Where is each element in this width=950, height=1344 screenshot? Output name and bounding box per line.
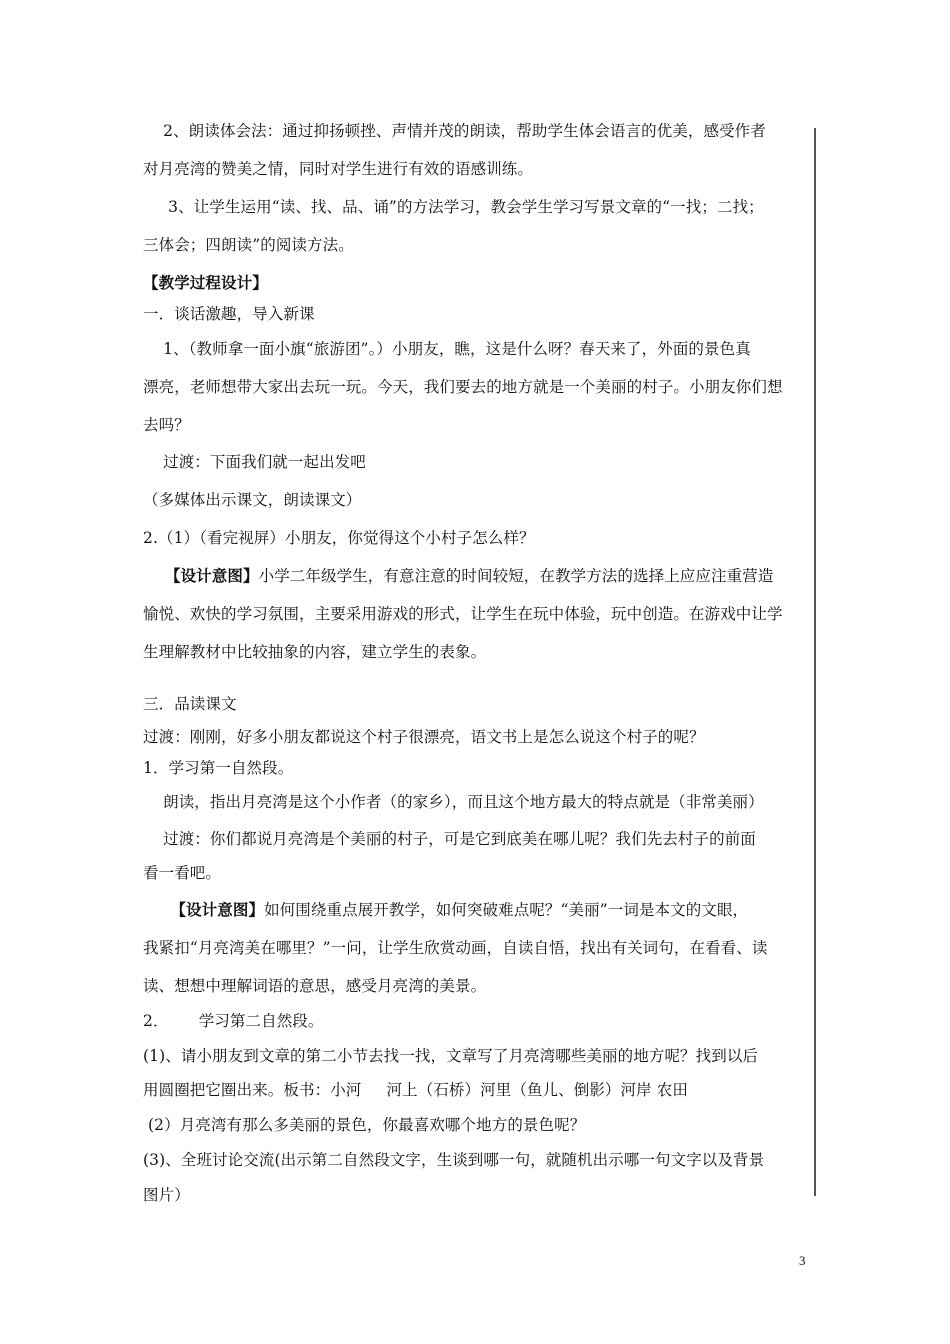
- design-intent-marker: 【设计意图】: [143, 566, 259, 585]
- paragraph-line: [143, 1115, 585, 1135]
- paragraph-line: [143, 938, 767, 958]
- design-intent-paragraph-line: [143, 900, 748, 920]
- paragraph-line: [143, 642, 486, 662]
- line-text: 1．学习第一自然段。: [143, 759, 294, 777]
- paragraph-line: [143, 1046, 758, 1066]
- line-text: (3)、全班讨论交流(出示第二自然段文字，生谈到哪一句，就随机出示哪一句文字以及背景: [143, 1151, 765, 1169]
- paragraph-line: [143, 528, 535, 548]
- line-text: 【教学过程设计】: [143, 273, 268, 292]
- line-text: 去吗？: [143, 416, 190, 434]
- paragraph-line: [143, 121, 766, 141]
- line-text: 2、朗读体会法：通过抑扬顿挫、声情并茂的朗读，帮助学生体会语言的优美，感受作者: [143, 122, 766, 140]
- table-right-border: [814, 128, 816, 1196]
- paragraph-line: [143, 1185, 190, 1205]
- line-text: 三．品读课文: [143, 695, 237, 713]
- paragraph-line: [143, 758, 293, 778]
- line-text: 过渡：刚刚，好多小朋友都说这个村子很漂亮，语文书上是怎么说这个村子的呢？: [143, 728, 705, 746]
- paragraph-line: [143, 159, 533, 179]
- line-text: 用圆圈把它圈出来。板书：小河 河上（石桥）河里（鱼儿、倒影）河岸 农田: [143, 1081, 688, 1099]
- line-text: 2． 学习第二自然段。: [143, 1012, 324, 1030]
- paragraph-line: [143, 490, 361, 510]
- line-text: 一．谈话激趣，导入新课: [143, 305, 315, 323]
- paragraph-line: [143, 604, 783, 624]
- design-intent-marker: 【设计意图】: [143, 900, 265, 919]
- line-text: 3、让学生运用“读、找、品、诵”的方法学习，教会学生学习写景文章的“一找；二找；: [143, 198, 764, 216]
- line-text: 朗读，指出月亮湾是这个小作者（的家乡），而且这个地方最大的特点就是（非常美丽）: [143, 793, 764, 811]
- page-number: 3: [799, 1253, 806, 1268]
- paragraph-line: [143, 1150, 764, 1170]
- paragraph-line: [143, 1080, 688, 1100]
- paragraph-line: [143, 235, 354, 255]
- line-text: 看一看吧。: [143, 864, 222, 882]
- paragraph-line: [143, 976, 486, 996]
- line-text: 图片）: [143, 1186, 190, 1204]
- line-text: 愉悦、欢快的学习氛围，主要采用游戏的形式，让学生在玩中体验，玩中创造。在游戏中让学: [143, 605, 783, 623]
- line-text: （多媒体出示课文，朗读课文）: [143, 491, 362, 509]
- line-text: 1、（教师拿一面小旗“旅游团”。）小朋友，瞧，这是什么呀？春天来了，外面的景色真: [143, 340, 751, 358]
- line-text: 对月亮湾的赞美之情，同时对学生进行有效的语感训练。: [143, 160, 534, 178]
- paragraph-line: [143, 694, 237, 714]
- paragraph-line: [143, 792, 764, 812]
- line-text: 读、想想中理解词语的意思，感受月亮湾的美景。: [143, 977, 487, 995]
- line-text: 漂亮，老师想带大家出去玩一玩。今天，我们要去的地方就是一个美丽的村子。小朋友你们想: [143, 378, 783, 396]
- line-text: 如何围绕重点展开教学，如何突破难点呢？“美丽”一词是本文的文眼，: [264, 901, 749, 919]
- line-text: (1)、请小朋友到文章的第二小节去找一找，文章写了月亮湾哪些美丽的地方呢？找到以后: [143, 1047, 759, 1065]
- line-text: 生理解教材中比较抽象的内容，建立学生的表象。: [143, 643, 487, 661]
- line-text: 小学二年级学生，有意注意的时间较短，在教学方法的选择上应应注重营造: [258, 567, 774, 585]
- paragraph-line: [143, 452, 366, 472]
- line-text: 三体会；四朗读”的阅读方法。: [143, 236, 354, 254]
- line-text: 过渡：下面我们就一起出发吧: [143, 453, 366, 471]
- design-intent-paragraph-line: [143, 566, 773, 586]
- paragraph-line: [143, 1011, 324, 1031]
- line-text: 我紧扣“月亮湾美在哪里？”一问，让学生欣赏动画，自读自悟，找出有关词句，在看看、读: [143, 939, 768, 957]
- paragraph-line: [143, 339, 751, 359]
- line-text: 2.（1）（看完视屏）小朋友，你觉得这个小村子怎么样？: [143, 529, 535, 547]
- paragraph-line: [143, 197, 764, 217]
- paragraph-line: [143, 863, 221, 883]
- paragraph-line: [143, 829, 756, 849]
- paragraph-line: [143, 304, 315, 324]
- line-text: 过渡：你们都说月亮湾是个美丽的村子，可是它到底美在哪儿呢？我们先去村子的前面: [143, 830, 756, 848]
- paragraph-line: [143, 415, 190, 435]
- paragraph-line: [143, 727, 705, 747]
- paragraph-line: [143, 273, 268, 293]
- line-text: (2）月亮湾有那么多美丽的景色，你最喜欢哪个地方的景色呢？: [143, 1116, 586, 1134]
- paragraph-line: [143, 377, 783, 397]
